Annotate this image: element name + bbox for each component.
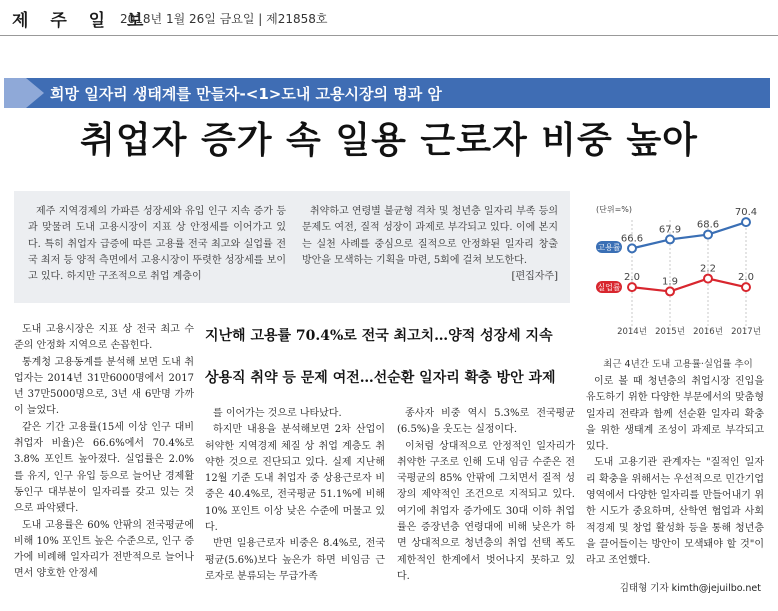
data-label: 2.0 — [738, 272, 754, 284]
unit-label: (단위=%) — [596, 205, 633, 214]
data-label: 68.6 — [696, 219, 720, 231]
data-label: 1.9 — [662, 276, 678, 288]
lead-right-text: 취약하고 연령별 불균형 격차 및 청년층 일자리 부족 등의 문제도 여전, 질적 성장이 과제로 부각되고 있다. 이에 본지는 실천 사례를 중심으로 질적으로 안정화된 일자리 창출 방안을 모색하는 기획을 마련, 5회에 걸쳐 보도한다. — [302, 206, 558, 266]
x-tick-label: 2017년 — [731, 327, 761, 337]
paragraph: 이로 볼 때 청년층의 취업시장 진입을 유도하기 위한 다양한 부문에서의 맞춤형 일자리 전략과 함께 선순환 일자리 확충을 위한 생태계 조성이 과제로 부각되고 있다. — [586, 376, 764, 453]
data-label: 66.6 — [620, 233, 644, 245]
data-label: 2.0 — [624, 272, 640, 284]
newspaper-logo: 제 주 일 보 — [12, 11, 152, 31]
body-column-3 — [397, 406, 575, 585]
series-title: 희망 일자리 생태계를 만들자-<1>도내 고용시장의 명과 암 — [50, 85, 442, 103]
body-column-4 — [586, 374, 764, 570]
lead-left — [28, 204, 286, 285]
series-banner — [4, 78, 770, 108]
data-point — [742, 283, 750, 291]
data-point — [704, 275, 712, 283]
headline: 취업자 증가 속 일용 근로자 비중 높아 — [80, 120, 698, 161]
body-column-2 — [205, 406, 385, 585]
subheading-1: 지난해 고용률 70.4%로 전국 최고치…양적 성장세 지속 — [205, 328, 553, 344]
lead-right — [302, 204, 558, 285]
data-point — [704, 231, 712, 239]
data-label: 70.4 — [734, 207, 758, 219]
paragraph: 종사자 비중 역시 5.3%로 전국평균(6.5%)을 웃도는 실정이다. — [397, 408, 575, 436]
subheading-2: 상용직 취약 등 문제 여전…선순환 일자리 확충 방안 과제 — [205, 370, 556, 386]
data-point — [628, 283, 636, 291]
paragraph: 반면 일용근로자 비중은 8.4%로, 전국평균(5.6%)보다 높은가 하면 비임금 근로자로 분류되는 무급가족 — [205, 538, 385, 582]
paragraph: 도내 고용률은 60% 안팎의 전국평균에 비해 10% 포인트 높은 수준으로, 인구 증가에 비례해 일자리가 전반적으로 늘어나면서 양호한 안정세 — [14, 519, 194, 580]
legend-label: 고용률 — [597, 243, 621, 252]
dateline: 2018년 1월 26일 금요일 | 제21858호 — [120, 12, 328, 26]
series-line-1 — [632, 279, 746, 292]
masthead — [0, 0, 778, 36]
x-tick-label: 2016년 — [693, 327, 723, 337]
legend-label: 실업률 — [597, 283, 621, 292]
data-label: 2.2 — [700, 263, 716, 275]
body-column-1 — [14, 322, 194, 583]
lead-left-text: 제주 지역경제의 가파른 성장세와 유입 인구 지속 증가 등과 맞물려 도내 고용시장이 지표 상 안정세를 이어가고 있다. 특히 취업자 급증에 따른 고용률 전국 최고와 실업률 전국 최저 등 양적 측면에서 고용시장이 뚜렷한 성장세를 보이고 있다. 하지만 구조적으로 취업 계층이 — [28, 206, 286, 283]
paragraph: 통계청 고용동계를 분석해 보면 도내 취업자는 2014년 31만6000명에서 2017년 37만5000명으로, 3년 새 6만명 가까이 늘었다. — [14, 356, 194, 417]
data-point — [666, 235, 674, 243]
data-point — [666, 287, 674, 295]
editor-note: [편집자주] — [511, 271, 558, 283]
chart-caption: 최근 4년간 도내 고용률·실업률 추이 — [603, 359, 753, 370]
data-point — [742, 218, 750, 226]
paragraph: 하지만 내용을 분석해보면 2차 산업이 허약한 지역경제 체질 상 취업 계층도 취약한 것으로 진단되고 있다. 실제 지난해 12월 기준 도내 취업자 중 상용근로자 비중은 40.4%로, 전국평균 51.1%에 비해 10% 포인트 이상 낮은 수준에 머물고 있다. — [205, 424, 385, 534]
byline: 김태형 기자 kimth@jejuilbo.net — [619, 583, 761, 594]
x-tick-label: 2015년 — [655, 327, 685, 337]
paragraph: 도내 고용기관 관계자는 "질적인 일자리 확충을 위해서는 우선적으로 민간기업 영역에서 다양한 일자리를 만들어내기 위한 시도가 중요하며, 산학연 협업과 사회적경제 및 창업 활성화 등을 통해 청년층을 끌어들이는 방안이 모색돼야 할 것"이라고 조언했다. — [586, 457, 764, 567]
x-tick-label: 2014년 — [617, 327, 647, 337]
paragraph: 를 이어가는 것으로 나타났다. — [213, 408, 342, 419]
employment-chart — [580, 200, 770, 370]
paragraph: 도내 고용시장은 지표 상 전국 최고 수준의 안정화 지역으로 손꼽힌다. — [14, 324, 194, 352]
paragraph: 이처럼 상대적으로 안정적인 일자리가 취약한 구조로 인해 도내 임금 수준은 전국평균의 85% 안팎에 그치면서 질적 성장의 제약적인 조건으로 지적되고 있다. 여기에 취업자 증가에도 30대 이하 취업률은 증장년층 연령대에 비해 낮은가 하면 상대적으로 청년층의 취업 선택 폭도 제한적인 한계에서 벗어나지 못하고 있다. — [397, 440, 575, 582]
data-point — [628, 244, 636, 252]
series-line-0 — [632, 219, 746, 248]
chevron-icon — [4, 78, 44, 108]
paragraph: 같은 기간 고용률(15세 이상 인구 대비 취업자 비율)은 66.6%에서 70.4%로 3.8% 포인트 높아졌다. 실업률은 2.0%를 유지, 인구 유입 등으로 늘어난 경제활동인구 대부분이 일자리를 갖고 있는 것으로 파악됐다. — [14, 421, 194, 515]
data-label: 67.9 — [658, 224, 682, 236]
